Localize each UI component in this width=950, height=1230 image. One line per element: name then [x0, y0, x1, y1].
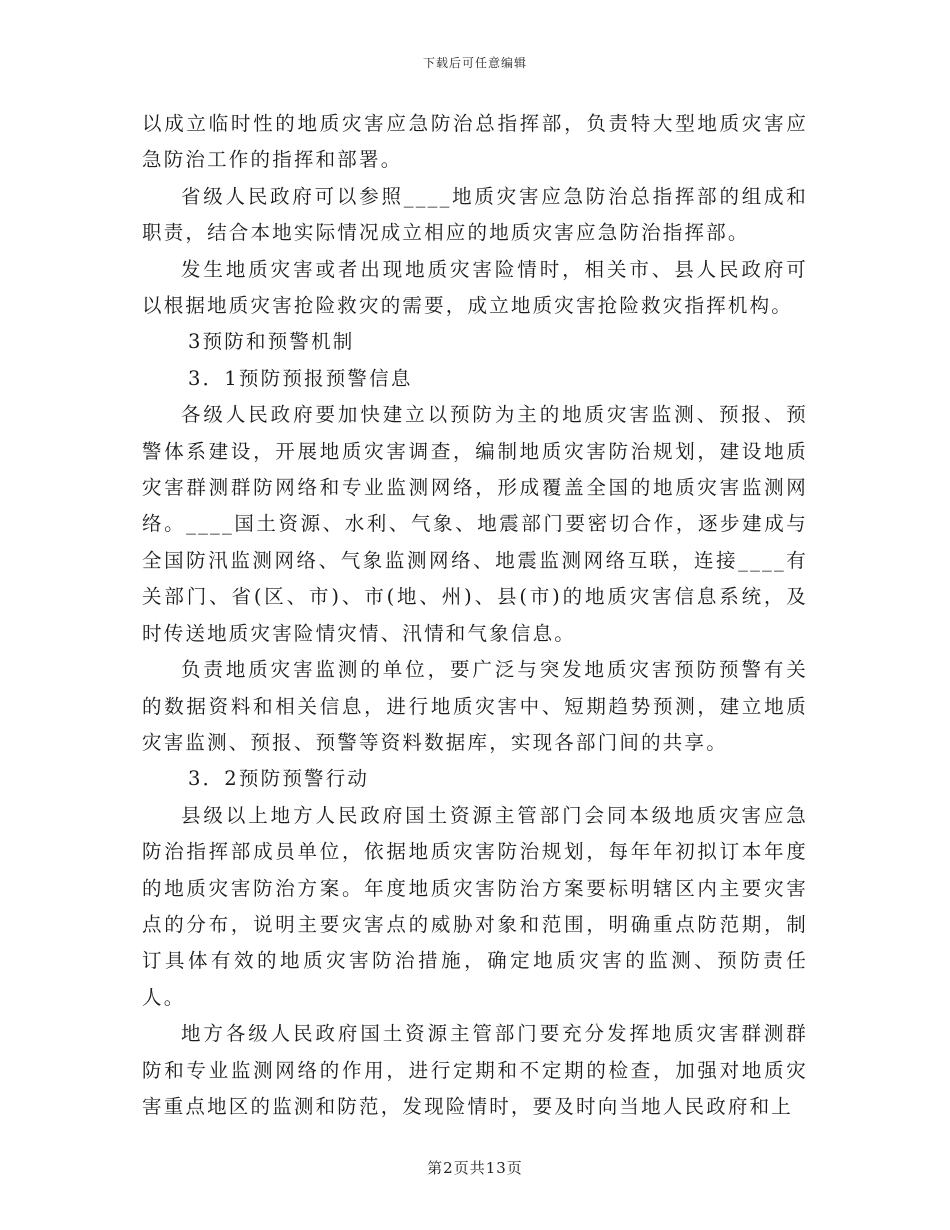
- document-body: [142, 106, 808, 1125]
- paragraph-annual-plan: 县级以上地方人民政府国土资源主管部门会同本级地质灾害应急防治指挥部成员单位，依据地质灾害防治规划，每年年初拟订本年度的地质灾害防治方案。年度地质灾害防治方案要标明辖区内主要灾害点的分布，说明主要灾害点的威胁对象和范围，明确重点防范期，制订具体有效的地质灾害防治措施，确定地质灾害的监测、预防责任人。: [142, 803, 808, 1009]
- paragraph-continuation: 以成立临时性的地质灾害应急防治总指挥部，负责特大型地质灾害应急防治工作的指挥和部署。: [142, 112, 808, 172]
- page-header: 下载后可任意编辑: [422, 56, 527, 70]
- paragraph-local-government: 地方各级人民政府国土资源主管部门要充分发挥地质灾害群测群防和专业监测网络的作用，进行定期和不定期的检查，加强对地质灾害重点地区的监测和防范，发现险情时，要及时向当地人民政府和上: [142, 1022, 808, 1118]
- paragraph-monitoring-system: 各级人民政府要加快建立以预防为主的地质灾害监测、预报、预警体系建设，开展地质灾害调查，编制地质灾害防治规划，建设地质灾害群测群防网络和专业监测网络，形成覆盖全国的地质灾害监测网络。____国土资源、水利、气象、地震部门要密切合作，逐步建成与全国防汛监测网络、气象监测网络、地震监测网络互联，连接____有关部门、省(区、市)、市(地、州)、县(市)的地质灾害信息系统，及时传送地质灾害险情灾情、汛情和气象信息。: [142, 403, 808, 645]
- paragraph-monitoring-units: 负责地质灾害监测的单位，要广泛与突发地质灾害预防预警有关的数据资料和相关信息，进行地质灾害中、短期趋势预测，建立地质灾害监测、预报、预警等资料数据库，实现各部门间的共享。: [142, 658, 808, 754]
- section-heading-3-1: 3．1预防预报预警信息: [188, 366, 413, 390]
- paragraph-disaster-occurrence: 发生地质灾害或者出现地质灾害险情时，相关市、县人民政府可以根据地质灾害抢险救灾的需要，成立地质灾害抢险救灾指挥机构。: [142, 257, 808, 318]
- section-heading-3: 3预防和预警机制: [188, 330, 355, 354]
- section-heading-3-2: 3．2预防预警行动: [188, 767, 370, 791]
- page-footer: 第2页共13页: [427, 1159, 523, 1177]
- paragraph-provincial: 省级人民政府可以参照____地质灾害应急防治总指挥部的组成和职责，结合本地实际情况成立相应的地质灾害应急防治指挥部。: [142, 184, 808, 245]
